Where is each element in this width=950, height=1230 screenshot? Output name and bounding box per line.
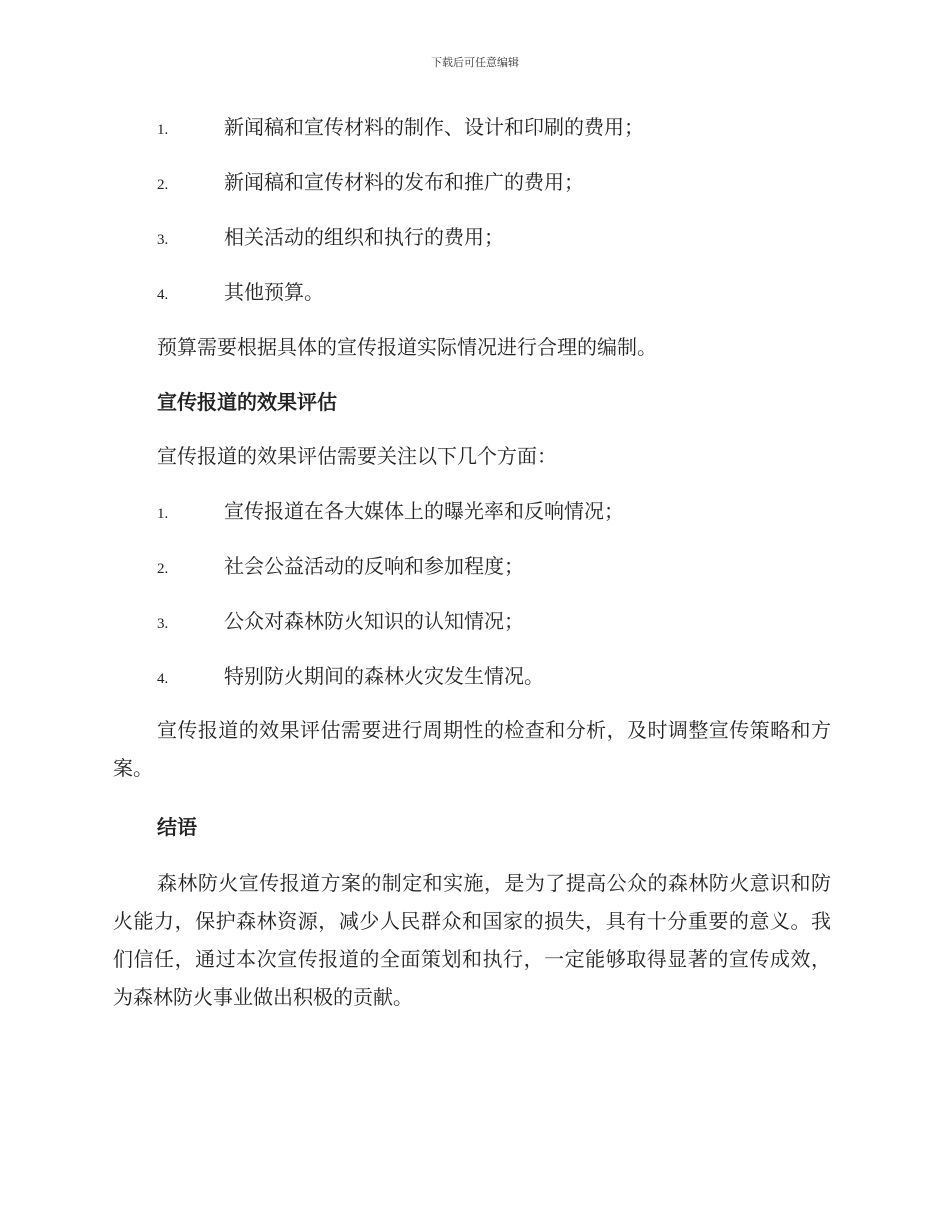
list-text: 宣传报道在各大媒体上的曝光率和反响情况； [224, 499, 624, 523]
list-text: 公众对森林防火知识的认知情况； [224, 609, 524, 633]
list-item [157, 551, 524, 584]
list-item [157, 496, 624, 529]
list-number: 2. [157, 561, 169, 577]
section-heading-evaluation: 宣传报道的效果评估 [157, 390, 337, 414]
page-header: 下载后可任意编辑 [431, 56, 519, 69]
list-item [157, 167, 584, 200]
list-text: 其他预算。 [224, 280, 324, 304]
budget-note: 预算需要根据具体的宣传报道实际情况进行合理的编制。 [157, 335, 657, 359]
list-item [157, 112, 644, 145]
conclusion-paragraph: 森林防火宣传报道方案的制定和实施，是为了提高公众的森林防火意识和防火能力，保护森林资源，减少人民群众和国家的损失，具有十分重要的意义。我们信任，通过本次宣传报道的全面策划和执行，一定能够取得显著的宣传成效，为森林防火事业做出积极的贡献。 [113, 871, 831, 1009]
list-text: 新闻稿和宣传材料的发布和推广的费用； [224, 170, 584, 194]
list-item [157, 277, 324, 310]
list-text: 相关活动的组织和执行的费用； [224, 225, 504, 249]
list-item [157, 222, 504, 255]
list-text: 特别防火期间的森林火灾发生情况。 [224, 664, 544, 688]
list-text: 社会公益活动的反响和参加程度； [224, 554, 524, 578]
evaluation-intro: 宣传报道的效果评估需要关注以下几个方面： [157, 444, 557, 468]
list-item [157, 606, 524, 639]
list-text: 新闻稿和宣传材料的制作、设计和印刷的费用； [224, 115, 644, 139]
list-number: 4. [157, 287, 169, 303]
list-number: 3. [157, 232, 169, 248]
list-number: 2. [157, 177, 169, 193]
list-number: 4. [157, 671, 169, 687]
list-number: 1. [157, 122, 169, 138]
list-item [157, 661, 544, 694]
section-heading-conclusion: 结语 [157, 815, 197, 839]
list-number: 3. [157, 616, 169, 632]
list-number: 1. [157, 506, 169, 522]
evaluation-summary: 宣传报道的效果评估需要进行周期性的检查和分析，及时调整宣传策略和方案。 [113, 718, 831, 780]
